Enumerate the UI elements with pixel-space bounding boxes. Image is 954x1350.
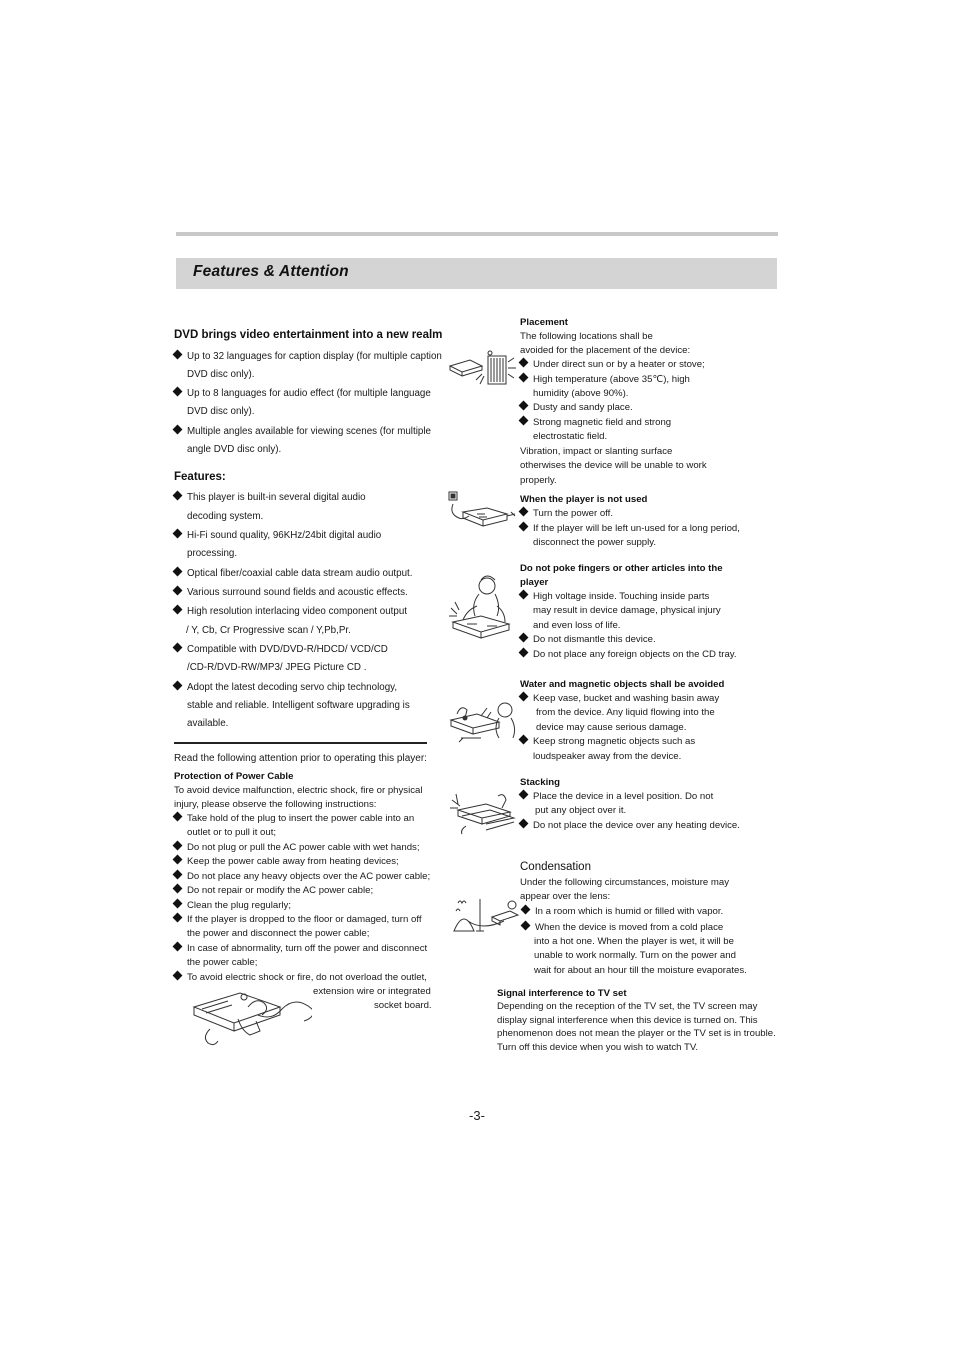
power-intro-line: injury, please observe the following instructions:	[174, 799, 377, 810]
list-item: Hi-Fi sound quality, 96KHz/24bit digital audio	[174, 530, 381, 541]
diamond-bullet-icon	[173, 567, 183, 577]
list-item-cont: processing.	[187, 548, 238, 559]
diamond-bullet-icon	[173, 586, 183, 596]
signal-line: Depending on the reception of the TV set, the TV screen may	[497, 1001, 758, 1012]
page-title: Features & Attention	[193, 263, 349, 280]
diamond-bullet-icon	[173, 884, 183, 894]
diamond-bullet-icon	[519, 648, 529, 658]
list-item: Under direct sun or by a heater or stove;	[520, 359, 705, 370]
list-item-cont: angle DVD disc only).	[187, 444, 282, 455]
list-item: Do not dismantle this device.	[520, 634, 656, 645]
list-item: To avoid electric shock or fire, do not overload the outlet,	[174, 972, 427, 983]
signal-line: display signal interference when this device is turned on. This	[497, 1015, 758, 1026]
list-item: Do not repair or modify the AC power cable;	[174, 885, 373, 896]
list-item: High voltage inside. Touching inside parts	[520, 591, 709, 602]
list-item-cont: decoding system.	[187, 511, 264, 522]
list-item: Take hold of the plug to insert the power cable into an	[174, 813, 414, 824]
diamond-bullet-icon	[173, 681, 183, 691]
list-item: Turn the power off.	[520, 508, 613, 519]
placement-illustration	[446, 350, 518, 390]
list-item: Up to 32 languages for caption display (for multiple caption	[174, 351, 442, 362]
diamond-bullet-icon	[173, 643, 183, 653]
diamond-bullet-icon	[173, 529, 183, 539]
diamond-bullet-icon	[519, 358, 529, 368]
top-rule	[176, 232, 778, 236]
list-item: When the device is moved from a cold place	[522, 922, 723, 933]
diamond-bullet-icon	[521, 905, 531, 915]
stacking-heading: Stacking	[520, 777, 560, 788]
list-item-cont: DVD disc only).	[187, 406, 255, 417]
title-bar	[176, 258, 777, 289]
signal-line: phenomenon does not mean the player or the TV set is in trouble.	[497, 1028, 776, 1039]
list-item-cont: extension wire or integrated	[313, 986, 431, 997]
list-item: Do not place any heavy objects over the AC power cable;	[174, 871, 430, 882]
list-item: Keep strong magnetic objects such as	[520, 736, 695, 747]
diamond-bullet-icon	[173, 841, 183, 851]
diamond-bullet-icon	[173, 350, 183, 360]
list-item: Do not place any foreign objects on the CD tray.	[520, 649, 737, 660]
diamond-bullet-icon	[173, 870, 183, 880]
list-item-cont: into a hot one. When the player is wet, it will be	[534, 936, 734, 947]
list-item: Up to 8 languages for audio effect (for multiple language	[174, 388, 431, 399]
diamond-bullet-icon	[173, 913, 183, 923]
diamond-bullet-icon	[173, 812, 183, 822]
features-heading: Features:	[174, 471, 226, 483]
diamond-bullet-icon	[173, 387, 183, 397]
list-item: Various surround sound fields and acoustic effects.	[174, 587, 408, 598]
list-item: Multiple angles available for viewing scenes (for multiple	[174, 426, 431, 437]
list-item-cont: loudspeaker away from the device.	[533, 751, 682, 762]
list-item: Dusty and sandy place.	[520, 402, 633, 413]
list-item-cont: wait for about an hour till the moisture evaporates.	[534, 965, 747, 976]
attention-intro: Read the following attention prior to operating this player:	[174, 753, 427, 764]
diamond-bullet-icon	[173, 491, 183, 501]
not-used-heading: When the player is not used	[520, 494, 648, 505]
list-item: Keep the power cable away from heating devices;	[174, 856, 399, 867]
condensation-intro-line: appear over the lens:	[520, 891, 611, 902]
section-divider	[174, 742, 427, 744]
power-cable-heading: Protection of Power Cable	[174, 771, 294, 782]
diamond-bullet-icon	[519, 416, 529, 426]
page-number: -3-	[469, 1108, 485, 1123]
list-item-cont: unable to work normally. Turn on the power and	[534, 950, 736, 961]
list-item-cont: humidity (above 90%).	[533, 388, 629, 399]
dvd-intro-heading: DVD brings video entertainment into a new realm	[174, 329, 443, 341]
diamond-bullet-icon	[173, 605, 183, 615]
list-item-cont: and even loss of life.	[533, 620, 621, 631]
list-item: Adopt the latest decoding servo chip technology,	[174, 682, 397, 693]
diamond-bullet-icon	[173, 942, 183, 952]
list-item-cont: / Y, Cb, Cr Progressive scan / Y,Pb,Pr.	[186, 625, 351, 636]
condensation-intro-line: Under the following circumstances, moisture may	[520, 877, 730, 888]
list-item: Strong magnetic field and strong	[520, 417, 671, 428]
diamond-bullet-icon	[173, 855, 183, 865]
list-item-cont: socket board.	[374, 1000, 432, 1011]
signal-line: Turn off this device when you wish to watch TV.	[497, 1042, 699, 1053]
power-intro-line: To avoid device malfunction, electric shock, fire or physical	[174, 785, 423, 796]
placement-heading: Placement	[520, 317, 568, 328]
list-item-cont: outlet or to pull it out;	[187, 827, 277, 838]
stacking-illustration	[448, 790, 518, 836]
water-heading: Water and magnetic objects shall be avoided	[520, 679, 725, 690]
list-item-cont: electrostatic field.	[533, 431, 608, 442]
diamond-bullet-icon	[519, 633, 529, 643]
no-poke-illustration	[447, 572, 517, 640]
list-item-cont: put any object over it.	[535, 805, 627, 816]
power-cable-illustration	[188, 985, 312, 1047]
placement-outro-line: properly.	[520, 475, 557, 486]
list-item-cont: /CD-R/DVD-RW/MP3/ JPEG Picture CD .	[187, 662, 367, 673]
list-item-cont: device may cause serious damage.	[536, 722, 687, 733]
list-item-cont: available.	[187, 718, 229, 729]
placement-intro-line: The following locations shall be	[520, 331, 653, 342]
list-item-cont: from the device. Any liquid flowing into the	[536, 707, 715, 718]
list-item: Keep vase, bucket and washing basin away	[520, 693, 719, 704]
list-item: If the player is dropped to the floor or damaged, turn off	[174, 914, 421, 925]
list-item: Do not plug or pull the AC power cable with wet hands;	[174, 842, 420, 853]
placement-outro-line: Vibration, impact or slanting surface	[520, 446, 673, 457]
list-item: This player is built-in several digital audio	[174, 492, 366, 503]
list-item-cont: DVD disc only).	[187, 369, 255, 380]
diamond-bullet-icon	[519, 401, 529, 411]
no-poke-heading: Do not poke fingers or other articles into the	[520, 563, 723, 574]
list-item: If the player will be left un-used for a long period,	[520, 523, 740, 534]
diamond-bullet-icon	[519, 735, 529, 745]
diamond-bullet-icon	[173, 899, 183, 909]
diamond-bullet-icon	[519, 373, 529, 383]
water-illustration	[447, 698, 519, 746]
list-item: Do not place the device over any heating device.	[520, 820, 740, 831]
diamond-bullet-icon	[173, 971, 183, 981]
signal-heading: Signal interference to TV set	[497, 988, 627, 999]
list-item: High temperature (above 35℃), high	[520, 374, 690, 385]
list-item: In case of abnormality, turn off the power and disconnect	[174, 943, 427, 954]
diamond-bullet-icon	[519, 507, 529, 517]
list-item: In a room which is humid or filled with vapor.	[522, 906, 723, 917]
list-item: Compatible with DVD/DVD-R/HDCD/ VCD/CD	[174, 644, 388, 655]
list-item-cont: disconnect the power supply.	[533, 537, 657, 548]
list-item: Place the device in a level position. Do not	[520, 791, 713, 802]
list-item-cont: may result in device damage, physical injury	[533, 605, 721, 616]
diamond-bullet-icon	[519, 590, 529, 600]
diamond-bullet-icon	[519, 819, 529, 829]
no-poke-heading-cont: player	[520, 577, 549, 588]
list-item: High resolution interlacing video component output	[174, 606, 407, 617]
diamond-bullet-icon	[519, 522, 529, 532]
list-item: Optical fiber/coaxial cable data stream audio output.	[174, 568, 412, 579]
list-item-cont: stable and reliable. Intelligent software upgrading is	[187, 700, 410, 711]
diamond-bullet-icon	[173, 425, 183, 435]
diamond-bullet-icon	[519, 790, 529, 800]
condensation-illustration	[448, 895, 520, 935]
diamond-bullet-icon	[521, 921, 531, 931]
condensation-heading: Condensation	[520, 861, 591, 873]
placement-intro-line: avoided for the placement of the device:	[520, 345, 691, 356]
diamond-bullet-icon	[519, 692, 529, 702]
unplug-illustration	[447, 490, 519, 532]
list-item-cont: the power and disconnect the power cable;	[187, 928, 370, 939]
list-item-cont: the power cable;	[187, 957, 258, 968]
list-item: Clean the plug regularly;	[174, 900, 291, 911]
placement-outro-line: otherwises the device will be unable to work	[520, 460, 707, 471]
